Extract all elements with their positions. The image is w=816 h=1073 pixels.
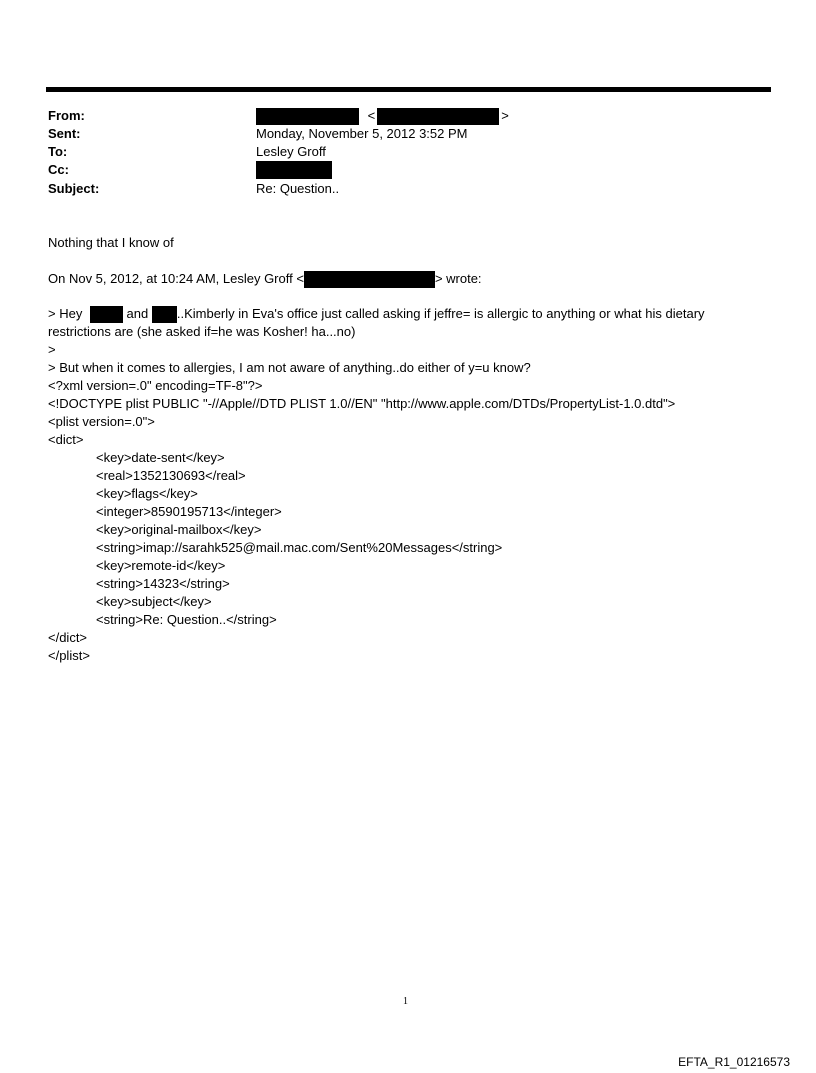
to-label: To: (48, 144, 68, 159)
redaction-block (90, 306, 123, 323)
dict-line: <key>date-sent</key> (96, 450, 225, 465)
redaction-block (256, 108, 359, 125)
dict-line: <real>1352130693</real> (96, 468, 246, 483)
cc-label: Cc: (48, 162, 69, 177)
page-number: 1 (403, 996, 408, 1007)
dict-line: <integer>8590195713</integer> (96, 504, 282, 519)
from-label: From: (48, 108, 85, 123)
xml-declaration: <?xml version=.0" encoding=TF-8"?> (48, 378, 263, 393)
quote-intro-end: > wrote: (434, 271, 482, 286)
subject-value: Re: Question.. (256, 181, 340, 196)
cc-value (256, 161, 332, 179)
quote-hey: > Hey (48, 306, 86, 321)
dict-line: <key>original-mailbox</key> (96, 522, 262, 537)
redaction-block (304, 271, 435, 288)
sent-value: Monday, November 5, 2012 3:52 PM (256, 126, 468, 141)
dict-line: <key>remote-id</key> (96, 558, 226, 573)
dict-line: <string>14323</string> (96, 576, 230, 591)
quoted-line-2: restrictions are (she asked if=he was Kosher! ha...no) (48, 324, 356, 339)
plist-open: <plist version=.0"> (48, 414, 155, 429)
quoted-line-1 (48, 306, 705, 323)
dict-line: <key>subject</key> (96, 594, 212, 609)
dict-open: <dict> (48, 432, 84, 447)
subject-label: Subject: (48, 181, 100, 196)
quoted-line-4: > But when it comes to allergies, I am not aware of anything..do either of y=u know? (48, 360, 531, 375)
sent-label: Sent: (48, 126, 81, 141)
to-value: Lesley Groff (256, 144, 326, 159)
quote-and: and (122, 306, 152, 321)
dict-line: <key>flags</key> (96, 486, 198, 501)
doctype-line: <!DOCTYPE plist PUBLIC "-//Apple//DTD PLIST 1.0//EN" "http://www.apple.com/DTDs/PropertyList-1.0.dtd"> (48, 396, 676, 411)
quoted-line-3: > (48, 342, 56, 357)
reply-text: Nothing that I know of (48, 235, 174, 250)
quote-message: ..Kimberly in Eva's office just called asking if jeffre= is allergic to anything or what his dietary (176, 306, 705, 321)
from-open-bracket: < (367, 108, 376, 123)
redaction-block (377, 108, 499, 125)
redaction-block (256, 161, 332, 179)
from-value (256, 108, 509, 125)
header-rule (46, 87, 771, 92)
plist-close: </plist> (48, 648, 90, 663)
from-close-bracket: > (501, 108, 509, 123)
quote-intro (48, 271, 482, 288)
dict-close: </dict> (48, 630, 88, 645)
quote-intro-start: On Nov 5, 2012, at 10:24 AM, Lesley Groff < (48, 271, 304, 286)
document-id: EFTA_R1_01216573 (678, 1055, 790, 1069)
dict-line: <string>imap://sarahk525@mail.mac.com/Sent%20Messages</string> (96, 540, 503, 555)
redaction-block (152, 306, 177, 323)
dict-line: <string>Re: Question..</string> (96, 612, 277, 627)
